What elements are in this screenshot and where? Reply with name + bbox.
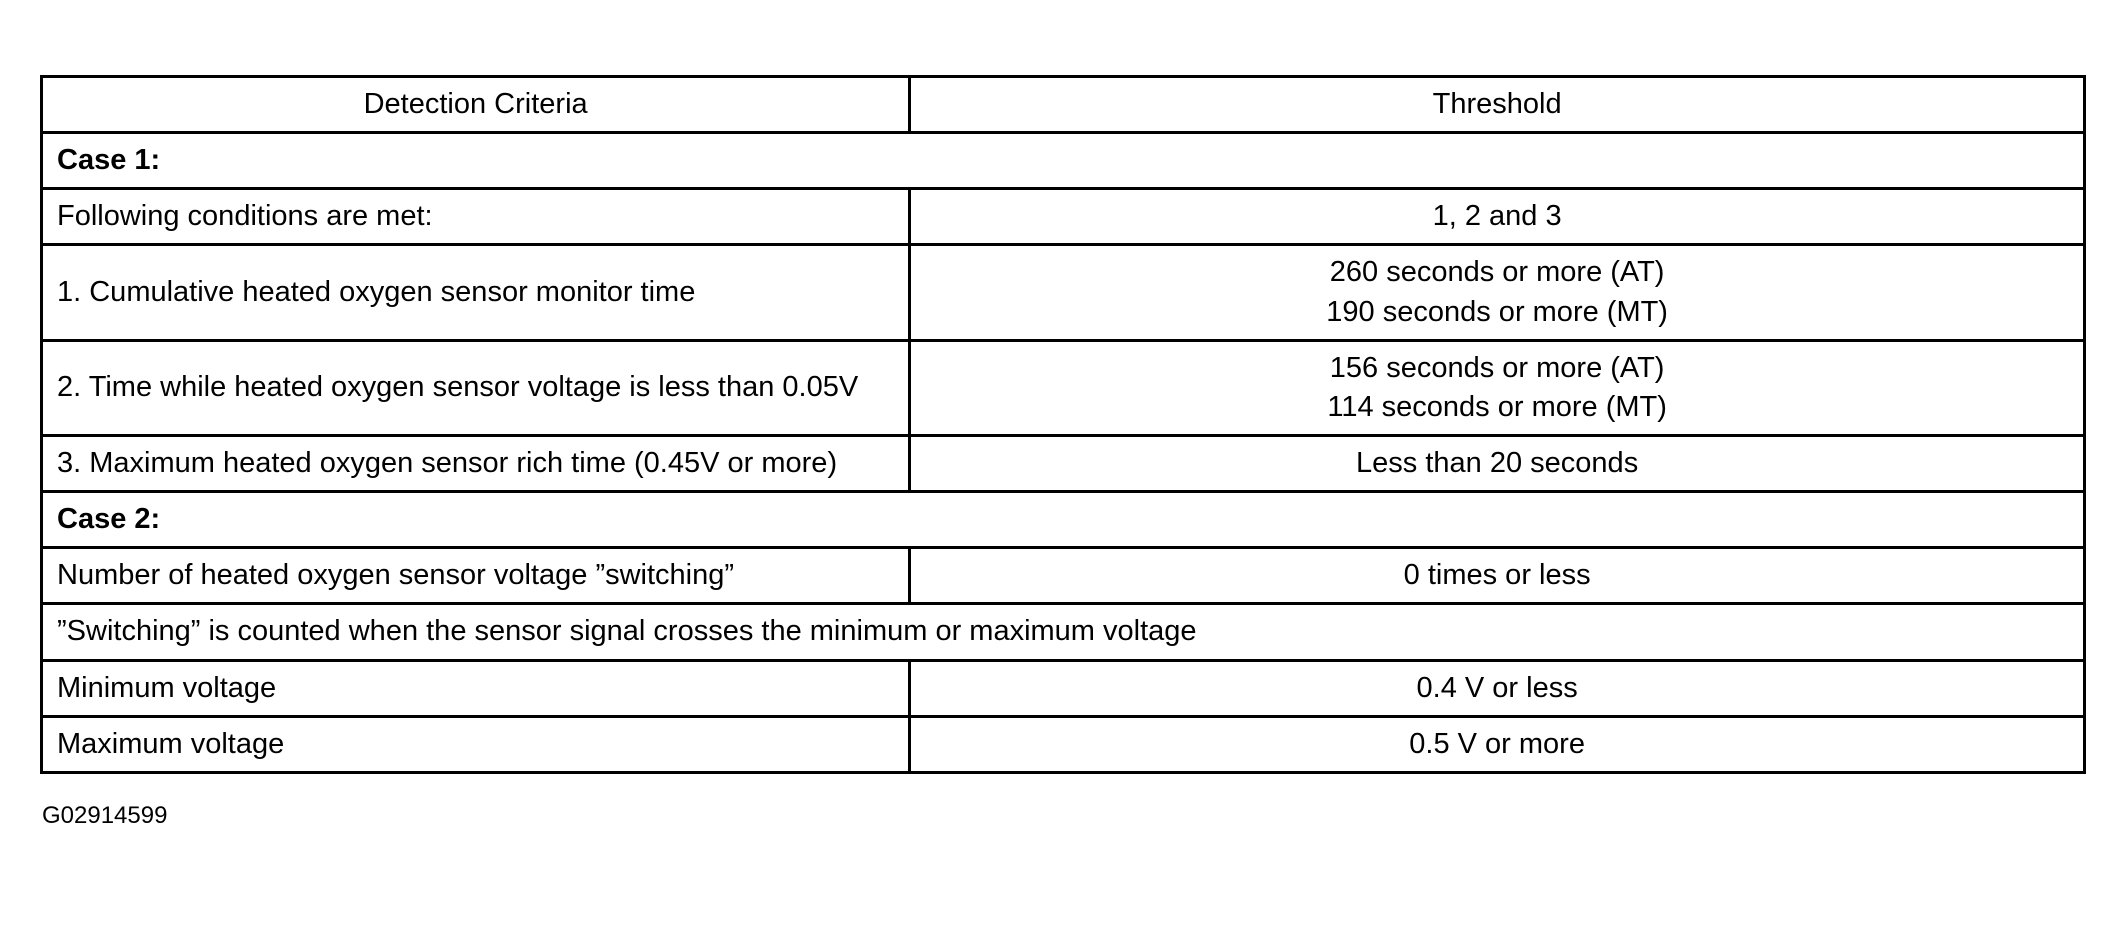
threshold-cell [910,435,2085,491]
header-detection-criteria: Detection Criteria [42,77,910,133]
criteria-cell: Number of heated oxygen sensor voltage ”switching” [42,548,910,604]
threshold-line: 114 seconds or more (MT) [1327,390,1667,423]
threshold-line: 190 seconds or more (MT) [1326,295,1668,328]
table-header-row [42,77,2085,133]
threshold-cell [910,548,2085,604]
table-row [42,340,2085,435]
threshold-line: 260 seconds or more (AT) [1329,256,1665,289]
section-row-case2 [42,492,2085,548]
table-row [42,716,2085,772]
table-row [42,660,2085,716]
section-row-case1 [42,133,2085,189]
section-label-case1: Case 1: [42,133,2085,189]
threshold-line: 0.4 V or less [1416,671,1578,704]
switching-note: ”Switching” is counted when the sensor signal crosses the minimum or maximum voltage [42,604,2085,660]
threshold-line: 156 seconds or more (AT) [1329,351,1665,384]
criteria-cell: Minimum voltage [42,660,910,716]
document-page [40,75,2086,830]
threshold-cell [910,245,2085,340]
threshold-line: 0.5 V or more [1409,727,1585,760]
threshold-line: Less than 20 seconds [1356,446,1639,479]
threshold-cell [910,340,2085,435]
criteria-cell: 1. Cumulative heated oxygen sensor monitor time [42,245,910,340]
section-label-case2: Case 2: [42,492,2085,548]
table-row-fullspan [42,604,2085,660]
threshold-cell [910,716,2085,772]
criteria-cell: 2. Time while heated oxygen sensor voltage is less than 0.05V [42,340,910,435]
table-row [42,548,2085,604]
threshold-cell [910,660,2085,716]
criteria-cell: Maximum voltage [42,716,910,772]
table-row [42,245,2085,340]
table-row [42,189,2085,245]
threshold-line: 1, 2 and 3 [1432,200,1562,233]
table-row [42,435,2085,491]
detection-criteria-table [40,75,2086,774]
threshold-cell [910,189,2085,245]
criteria-cell: Following conditions are met: [42,189,910,245]
threshold-line: 0 times or less [1403,559,1591,592]
figure-id: G02914599 [42,801,168,829]
criteria-cell: 3. Maximum heated oxygen sensor rich time (0.45V or more) [42,435,910,491]
header-threshold: Threshold [910,77,2085,133]
